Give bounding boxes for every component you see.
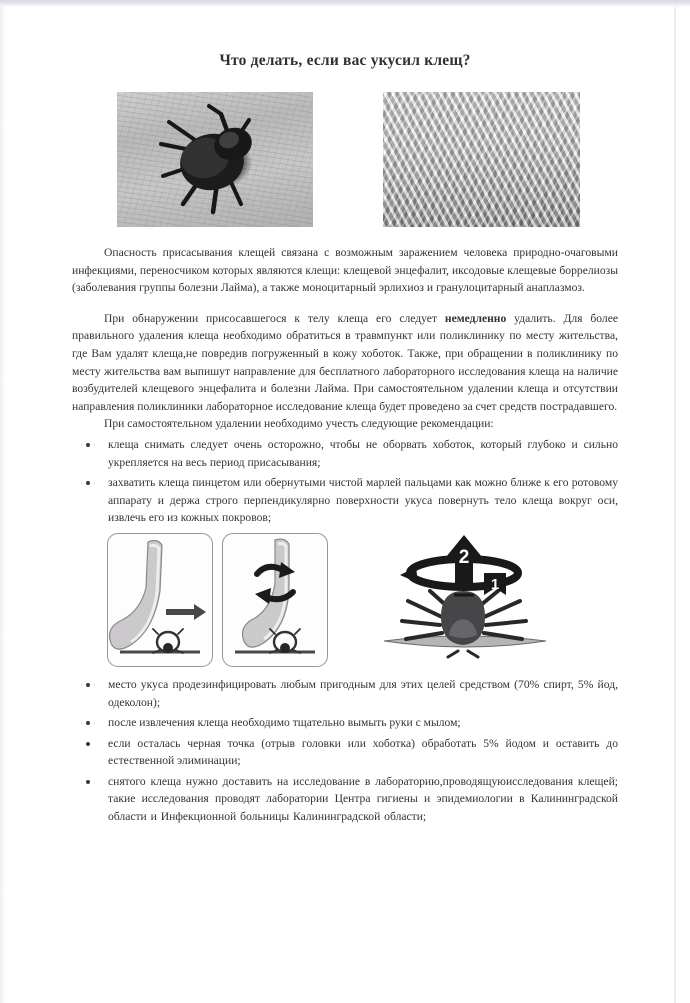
removal-paragraph-part1: При обнаружении присосавшегося к телу клеща его следует — [104, 311, 445, 325]
recommendations-lead-in: При самостоятельном удалении необходимо учесть следующие рекомендации: — [104, 417, 494, 431]
tick-illustration — [117, 92, 313, 227]
list-item: снятого клеща нужно доставить на исследование в лабораторию,проводящуюисследования клещей; такие исследования проводят лаборатории Центра гигиены и эпидемиологии в Калининградской области и Инфекционной больницы Калининградской области; — [0, 773, 618, 826]
step-1-label: 1 — [490, 575, 500, 593]
removal-paragraph-part2: удалить. Для более правильного удаления клеща необходимо обратиться в травмпункт или поликлинику по месту жительства, где Вам удалят клеща,не повредив погруженный в кожу хоботок. Также, при обращении в поликлинику по месту жительства вам выпишут направление для бесплатного лабораторного исследования клеща на наличие возбудителей клещевого энцефалита и болезни Лайма. При самостоятельном удалении клеща и отсутствии направления поликлиники лабораторное исследование клеща будет проведено за счет средств пострадавшего. — [72, 311, 618, 413]
tweezers-grip-diagram — [107, 533, 213, 667]
tweezers-grip-icon — [108, 534, 210, 664]
tick-rotate-pull-icon — [380, 533, 550, 665]
list-item: если осталась черная точка (отрыв головки или хоботка) обработать 5% йодом и оставить до естественной элиминации; — [0, 735, 618, 770]
grass-foliage-photo — [383, 92, 580, 227]
recommendations-list-top — [0, 436, 690, 527]
step-2-label: 2 — [458, 546, 470, 568]
emphasis-immediately: немедленно — [444, 311, 507, 325]
diagram-row — [0, 533, 690, 673]
list-item: после извлечения клеща необходимо тщательно вымыть руки с мылом; — [0, 714, 618, 732]
list-item: место укуса продезинфицировать любым пригодным для этих целей средством (70% спирт, 5% йод, одеколон); — [0, 676, 618, 711]
list-item: клеща снимать следует очень осторожно, чтобы не оборвать хоботок, который глубоко и сильно укрепляется на весь период присасывания; — [0, 436, 618, 471]
tweezers-rotate-diagram — [222, 533, 328, 667]
tick-on-skin-photo — [117, 92, 313, 227]
arrow-right-icon — [166, 604, 206, 620]
tweezers-rotate-icon — [223, 534, 325, 664]
removal-paragraph — [0, 310, 690, 416]
page-title: Что делать, если вас укусил клещ? — [219, 52, 471, 69]
tick-small — [270, 629, 300, 653]
step-1-badge — [484, 573, 506, 595]
rotation-arrowhead-bottom — [255, 588, 271, 604]
tick-rotate-pull-diagram — [380, 533, 552, 665]
photo-row — [0, 92, 690, 230]
recommendations-list-bottom — [0, 676, 690, 826]
tick-small — [153, 629, 183, 653]
intro-paragraph: Опасность присасывания клещей связана с возможным заражением человека природно-очаговыми инфекциями, переносчиком которых являются клещи: клещевой энцефалит, иксодовые клещевые боррелиозы (заболевания группы болезни Лайма), а также моноцитарный эрлихиоз и гранулоцитарный анаплазмоз. — [72, 246, 618, 295]
list-item: захватить клеща пинцетом или обернутыми чистой марлей пальцами как можно ближе к его ротовому аппарату и держа строго перпендикулярно поверхности укуса повернуть тело клеща вокруг оси, извлечь его из кожных покровов; — [0, 474, 618, 527]
